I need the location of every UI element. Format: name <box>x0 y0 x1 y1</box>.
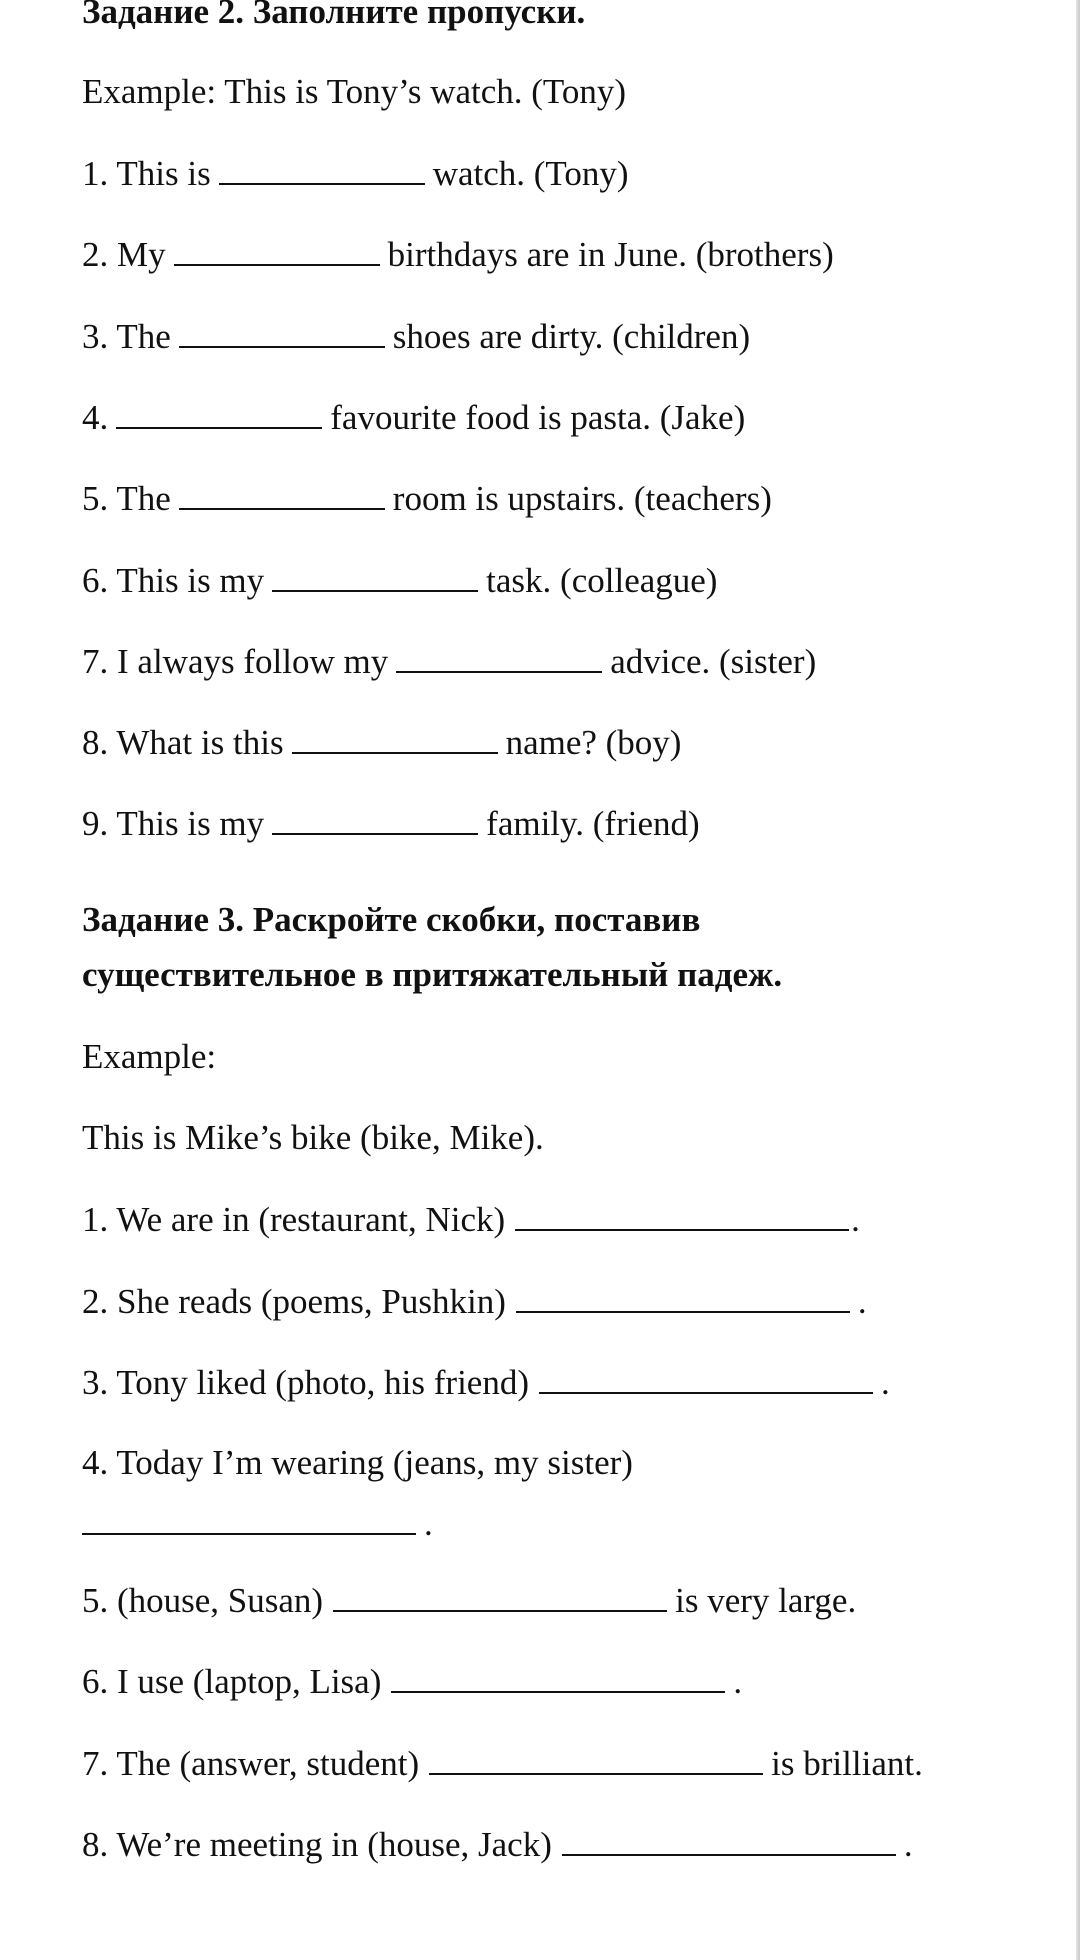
answer-blank[interactable] <box>179 316 385 348</box>
answer-blank[interactable] <box>82 1503 416 1535</box>
task2-item-8: 8. What is this name? (boy) <box>82 723 682 762</box>
task2-item-3: 3. The shoes are dirty. (children) <box>82 317 751 356</box>
task3-title-line2: существительное в притяжательный падеж. <box>82 955 783 994</box>
answer-blank[interactable] <box>272 560 478 592</box>
task3-item-8: 8. We’re meeting in (house, Jack) . <box>82 1825 913 1864</box>
task2-item-6: 6. This is my task. (colleague) <box>82 561 718 600</box>
answer-blank[interactable] <box>539 1362 873 1394</box>
task2-item-5: 5. The room is upstairs. (teachers) <box>82 479 772 518</box>
answer-blank[interactable] <box>174 234 380 266</box>
page-edge <box>1076 0 1080 1960</box>
task2-item-9: 9. This is my family. (friend) <box>82 804 700 843</box>
task2-example: Example: This is Tony’s watch. (Tony) <box>82 72 627 111</box>
answer-blank[interactable] <box>116 397 322 429</box>
task3-item-4-answer: . <box>82 1503 433 1544</box>
task2-item-7: 7. I always follow my advice. (sister) <box>82 642 817 681</box>
answer-blank[interactable] <box>516 1281 850 1313</box>
task2-item-1: 1. This is watch. (Tony) <box>82 154 629 193</box>
answer-blank[interactable] <box>333 1580 667 1612</box>
task3-example-text: This is Mike’s bike (bike, Mike). <box>82 1118 544 1157</box>
answer-blank[interactable] <box>272 803 478 835</box>
answer-blank[interactable] <box>391 1661 725 1693</box>
answer-blank[interactable] <box>562 1824 896 1856</box>
task3-item-4: 4. Today I’m wearing (jeans, my sister) <box>82 1443 633 1482</box>
task3-item-3: 3. Tony liked (photo, his friend) . <box>82 1363 890 1402</box>
answer-blank[interactable] <box>219 153 425 185</box>
task2-item-2: 2. My birthdays are in June. (brothers) <box>82 235 834 274</box>
answer-blank[interactable] <box>429 1743 763 1775</box>
task2-item-4: 4. favourite food is pasta. (Jake) <box>82 398 746 437</box>
task3-item-2: 2. She reads (poems, Pushkin) . <box>82 1282 867 1321</box>
task3-item-1: 1. We are in (restaurant, Nick) . <box>82 1200 860 1239</box>
answer-blank[interactable] <box>515 1199 849 1231</box>
task3-example-label: Example: <box>82 1037 217 1076</box>
answer-blank[interactable] <box>179 478 385 510</box>
task2-title: Задание 2. Заполните пропуски. <box>82 0 586 31</box>
task3-item-7: 7. The (answer, student) is brilliant. <box>82 1744 923 1783</box>
answer-blank[interactable] <box>292 722 498 754</box>
answer-blank[interactable] <box>396 641 602 673</box>
task3-title-line1: Задание 3. Раскройте скобки, поставив <box>82 900 701 939</box>
task3-item-5: 5. (house, Susan) is very large. <box>82 1581 857 1620</box>
task3-item-6: 6. I use (laptop, Lisa) . <box>82 1662 743 1701</box>
